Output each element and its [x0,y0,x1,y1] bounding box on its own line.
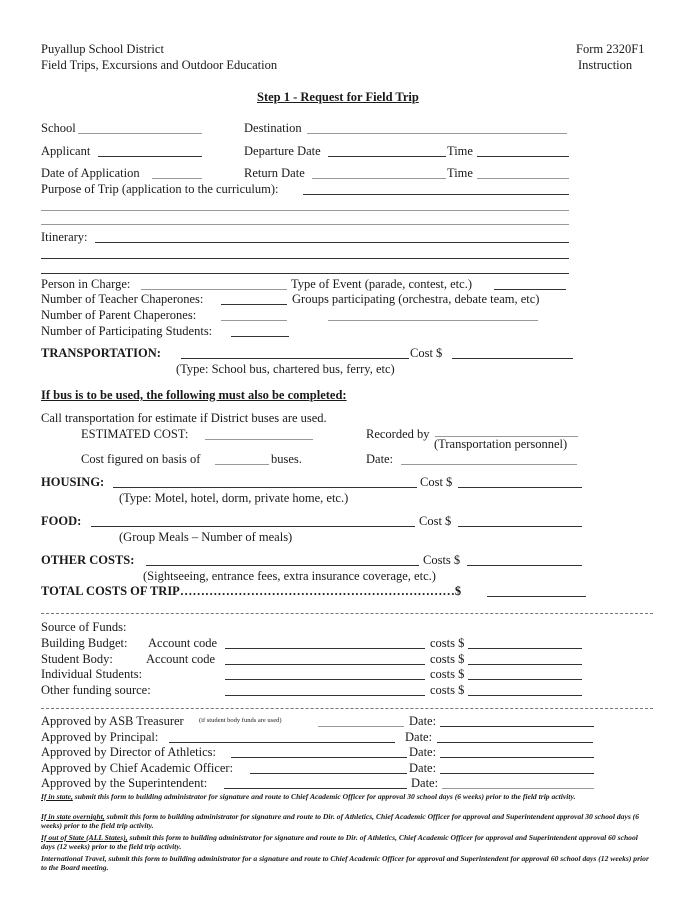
food-field[interactable] [91,526,415,527]
building-costs-field[interactable] [468,648,582,649]
superintendent-date-field[interactable] [442,788,594,789]
teacher-chaperones-label: Number of Teacher Chaperones: [41,292,204,306]
principal-signature-field[interactable] [169,742,395,743]
other-costs-label: OTHER COSTS: [41,553,135,567]
form-type: Instruction [578,58,633,72]
students-field[interactable] [231,336,289,337]
event-type-field[interactable] [494,289,566,290]
students-label: Number of Participating Students: [41,324,213,338]
departure-date-field[interactable] [328,156,446,157]
individual-students-field[interactable] [225,679,425,680]
transport-personnel-hint: (Transportation personnel) [434,437,568,451]
departure-time-label: Time [447,144,473,158]
food-cost-field[interactable] [458,526,582,527]
total-costs-label: TOTAL COSTS OF TRIP…………………………………………………………$ [41,584,462,598]
school-field[interactable] [78,133,202,134]
departure-time-field[interactable] [477,156,569,157]
superintendent-signature-field[interactable] [224,788,407,789]
section-divider [41,708,653,709]
athletics-approval-label: Approved by Director of Athletics: [41,745,216,759]
building-account-code-label: Account code [148,636,218,650]
chief-officer-date-field[interactable] [440,773,594,774]
section-divider [41,613,653,614]
district-name: Puyallup School District [41,42,164,56]
superintendent-date-label: Date: [411,776,439,790]
note-international: International Travel, submit this form to building administrator for a signature and route to Chief Academic Officer for approval and Superintendent for approval 60 school days (12 weeks) prior to the Board meeting. [41,854,649,873]
parent-chaperones-label: Number of Parent Chaperones: [41,308,197,322]
return-date-label: Return Date [244,166,305,180]
itinerary-label: Itinerary: [41,230,88,244]
person-in-charge-label: Person in Charge: [41,277,131,291]
teacher-chaperones-field[interactable] [221,304,287,305]
individual-costs-label: costs $ [430,667,465,681]
chief-officer-approval-label: Approved by Chief Academic Officer: [41,761,234,775]
destination-field[interactable] [307,133,567,134]
estimated-cost-field[interactable] [205,439,313,440]
superintendent-approval-label: Approved by the Superintendent: [41,776,208,790]
destination-label: Destination [244,121,302,135]
housing-cost-field[interactable] [458,487,582,488]
other-costs-cost-label: Costs $ [423,553,461,567]
transportation-cost-field[interactable] [452,358,573,359]
purpose-label: Purpose of Trip (application to the curriculum): [41,182,279,196]
application-date-label: Date of Application [41,166,140,180]
bus-date-label: Date: [366,452,394,466]
applicant-label: Applicant [41,144,91,158]
athletics-date-field[interactable] [440,757,594,758]
student-account-code-label: Account code [146,652,216,666]
note-in-state: If in state, submit this form to building administrator for signature and route to Chief Academic Officer for approval 30 school days (6 weeks) prior to the field trip activity. [41,792,576,801]
student-costs-field[interactable] [468,664,582,665]
bus-date-field[interactable] [401,464,577,465]
asb-approval-note: (if student body funds are used) [199,717,282,724]
food-label: FOOD: [41,514,82,528]
itinerary-line[interactable] [41,258,569,259]
other-costs-field[interactable] [146,565,419,566]
asb-approval-label: Approved by ASB Treasurer [41,714,184,728]
principal-approval-label: Approved by Principal: [41,730,159,744]
groups-field[interactable] [328,320,538,321]
estimated-cost-label: ESTIMATED COST: [81,427,189,441]
chief-officer-signature-field[interactable] [250,773,407,774]
building-account-code-field[interactable] [225,648,425,649]
form-number: Form 2320F1 [576,42,645,56]
chief-officer-date-label: Date: [409,761,437,775]
itinerary-line[interactable] [41,273,569,274]
student-costs-label: costs $ [430,652,465,666]
transportation-field[interactable] [181,358,409,359]
return-time-label: Time [447,166,473,180]
cost-basis-label: Cost figured on basis of [81,452,201,466]
note-out-of-state: If out of State (ALL States), submit this form to building administrator for signature and route to Dir. of Athletics, Chief Academic Officer for approval and Superintendent approval 60 school days (12 weeks) prior to the field trip activity. [41,833,638,852]
student-body-label: Student Body: [41,652,113,666]
other-funding-costs-label: costs $ [430,683,465,697]
note-in-state-overnight: If in state overnight, submit this form to building administrator for signature and route to Dir. of Athletics, Chief Academic Officer for approval and Superintendent approval 30 school days (6 weeks) prior to the field trip activity. [41,812,640,831]
building-costs-label: costs $ [430,636,465,650]
principal-date-field[interactable] [437,742,593,743]
departure-date-label: Departure Date [244,144,321,158]
housing-hint: (Type: Motel, hotel, dorm, private home, etc.) [119,491,349,505]
other-funding-costs-field[interactable] [468,695,582,696]
housing-cost-label: Cost $ [420,475,453,489]
housing-field[interactable] [113,487,417,488]
principal-date-label: Date: [405,730,433,744]
other-funding-label: Other funding source: [41,683,151,697]
form-subtitle: Field Trips, Excursions and Outdoor Education [41,58,278,72]
recorded-by-label: Recorded by [366,427,430,441]
other-costs-cost-field[interactable] [467,565,582,566]
school-label: School [41,121,76,135]
itinerary-field[interactable] [95,242,569,243]
asb-date-label: Date: [409,714,437,728]
other-funding-field[interactable] [225,695,425,696]
funds-heading: Source of Funds: [41,620,127,634]
bus-count-field[interactable] [215,464,269,465]
transportation-cost-label: Cost $ [410,346,443,360]
return-date-field[interactable] [312,178,446,179]
purpose-line[interactable] [41,224,569,225]
bus-instructions: Call transportation for estimate if District buses are used. [41,411,327,425]
food-hint: (Group Meals – Number of meals) [119,530,293,544]
asb-signature-field[interactable] [318,726,404,727]
food-cost-label: Cost $ [419,514,452,528]
transportation-label: TRANSPORTATION: [41,346,161,360]
student-account-code-field[interactable] [225,664,425,665]
cost-basis-suffix: buses. [271,452,302,466]
parent-chaperones-field[interactable] [221,320,287,321]
return-time-field[interactable] [477,178,569,179]
individual-costs-field[interactable] [468,679,582,680]
purpose-field[interactable] [303,194,569,195]
bus-heading: If bus is to be used, the following must also be completed: [41,388,347,402]
individual-students-label: Individual Students: [41,667,143,681]
building-budget-label: Building Budget: [41,636,128,650]
housing-label: HOUSING: [41,475,105,489]
purpose-line[interactable] [41,210,569,211]
athletics-signature-field[interactable] [231,757,407,758]
other-costs-hint: (Sightseeing, entrance fees, extra insurance coverage, etc.) [143,569,436,583]
groups-label: Groups participating (orchestra, debate team, etc) [292,292,540,306]
asb-date-field[interactable] [440,726,594,727]
applicant-field[interactable] [98,156,202,157]
athletics-date-label: Date: [409,745,437,759]
application-date-field[interactable] [152,178,202,179]
event-type-label: Type of Event (parade, contest, etc.) [291,277,472,291]
total-costs-field[interactable] [487,596,586,597]
page-title: Step 1 - Request for Field Trip [257,90,419,104]
person-in-charge-field[interactable] [141,289,287,290]
transportation-hint: (Type: School bus, chartered bus, ferry, etc) [176,362,395,376]
